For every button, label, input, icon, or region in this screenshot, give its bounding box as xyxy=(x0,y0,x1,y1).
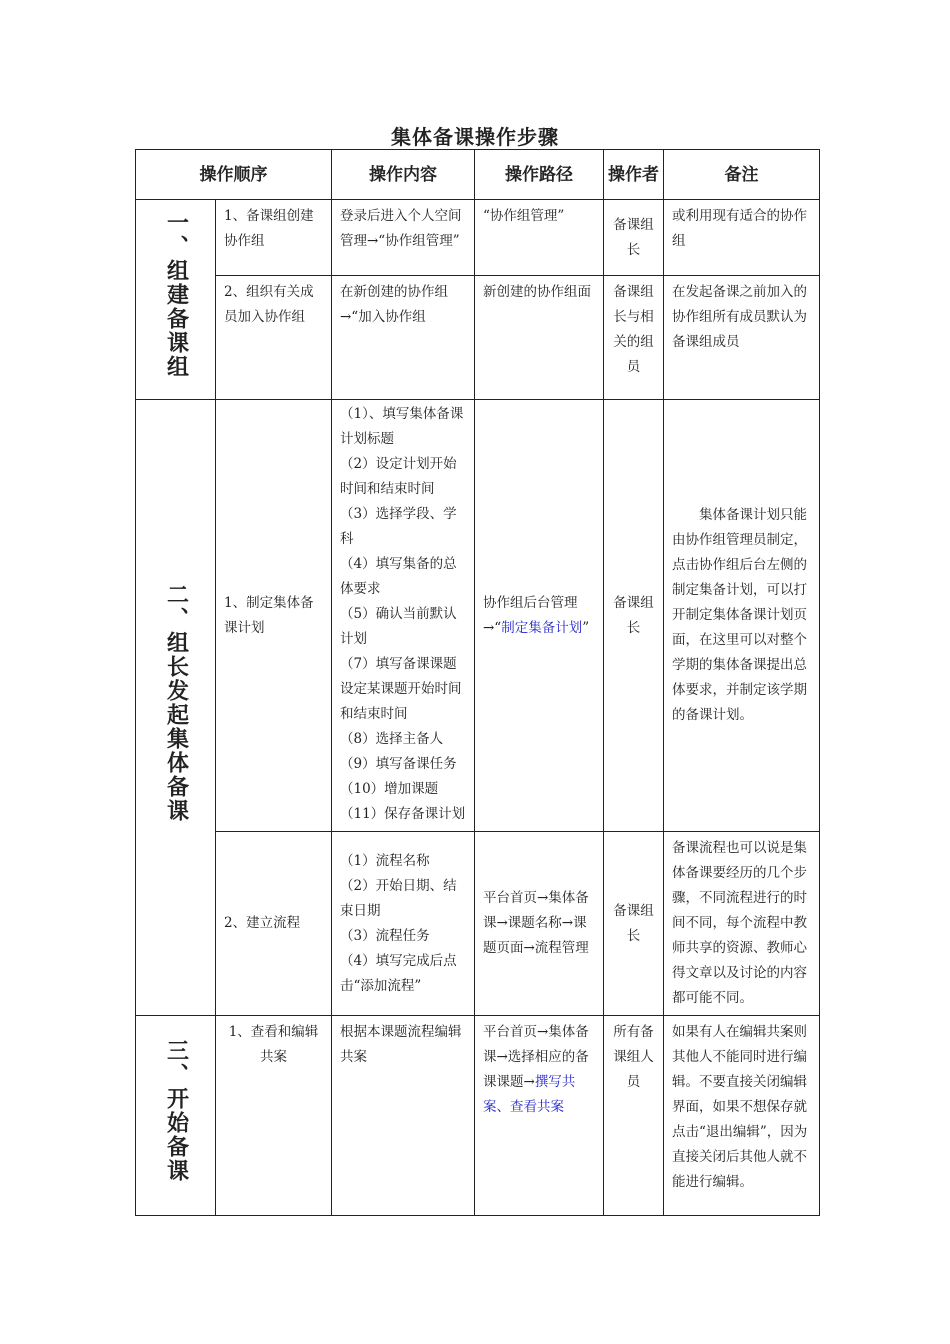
table-row xyxy=(136,832,820,1016)
operator-cell: 备课组长 xyxy=(604,832,664,1016)
stage-label: 二、组长发起集体备课 xyxy=(163,583,189,823)
table-row xyxy=(136,200,820,276)
path-cell xyxy=(475,400,604,832)
list-item: （10）增加课题 xyxy=(340,781,439,797)
operator-cell: 所有备课组人员 xyxy=(604,1016,664,1216)
step-cell: 1、制定集体备课计划 xyxy=(216,400,332,832)
list-item: （5）确认当前默认计划 xyxy=(340,606,457,647)
step-cell: 1、查看和编辑共案 xyxy=(216,1016,332,1216)
step-cell: 2、组织有关成员加入协作组 xyxy=(216,276,332,400)
header-content: 操作内容 xyxy=(332,150,475,200)
list-item: （11）保存备课计划 xyxy=(340,806,466,822)
step-cell: 1、备课组创建协作组 xyxy=(216,200,332,276)
list-item: （9）填写备课任务 xyxy=(340,756,457,772)
steps-table xyxy=(135,149,820,1216)
content-cell: 根据本课题流程编辑共案 xyxy=(332,1016,475,1216)
page-title: 集体备课操作步骤 xyxy=(391,125,559,149)
list-item: （1）、填写集体备课计划标题 xyxy=(340,406,464,447)
stage-label: 一、组建备课组 xyxy=(163,211,189,379)
note-cell: 在发起备课之前加入的协作组所有成员默认为备课组成员 xyxy=(664,276,820,400)
table-row xyxy=(136,400,820,832)
header-operator: 操作者 xyxy=(604,150,664,200)
path-link[interactable]: 制定集备计划 xyxy=(501,619,583,636)
list-item: （1）流程名称 xyxy=(340,852,430,869)
step-cell: 2、建立流程 xyxy=(216,832,332,1016)
note-cell: 或利用现有适合的协作组 xyxy=(664,200,820,276)
header-path: 操作路径 xyxy=(475,150,604,200)
operator-cell: 备课组长 xyxy=(604,400,664,832)
stage-cell xyxy=(136,400,216,1016)
table-row xyxy=(136,1016,820,1216)
content-cell xyxy=(332,400,475,832)
list-item: （2）开始日期、结束日期 xyxy=(340,877,457,919)
path-suffix: ” xyxy=(582,619,590,636)
stage-cell xyxy=(136,1016,216,1216)
path-cell: 平台首页→集体备课→课题名称→课题页面→流程管理 xyxy=(475,832,604,1016)
path-text: 平台首页→集体备课→选择相应的备课课题→ xyxy=(483,1024,589,1090)
note-cell: 集体备课计划只能由协作组管理员制定，点击协作组后台左侧的制定集备计划，可以打开制定集体备课计划页面，在这里可以对整个学期的集体备课提出总体要求，并制定该学期的备课计划。 xyxy=(664,400,820,832)
stage-cell xyxy=(136,200,216,400)
header-note: 备注 xyxy=(664,150,820,200)
content-cell xyxy=(332,832,475,1016)
list-item: （2）设定计划开始时间和结束时间 xyxy=(340,456,457,497)
note-cell: 如果有人在编辑共案则其他人不能同时进行编辑。不要直接关闭编辑界面，如果不想保存就点击“退出编辑”，因为直接关闭后其他人就不能进行编辑。 xyxy=(664,1016,820,1216)
list-item: （3）选择学段、学科 xyxy=(340,506,457,547)
path-cell: 新创建的协作组面 xyxy=(475,276,604,400)
path-text: 协作组后台管理→“ xyxy=(483,594,578,636)
list-item: （7）填写备课课题设定某课题开始时间和结束时间 xyxy=(340,656,462,722)
list-item: （4）填写完成后点击“添加流程” xyxy=(340,952,457,994)
path-cell xyxy=(475,1016,604,1216)
operator-cell: 备课组长与相关的组员 xyxy=(604,276,664,400)
note-cell: 备课流程也可以说是集体备课要经历的几个步骤，不同流程进行的时间不同，每个流程中教师共享的资源、教师心得文章以及讨论的内容都可能不同。 xyxy=(664,832,820,1016)
list-item: （4）填写集备的总体要求 xyxy=(340,556,457,597)
list-item: （8）选择主备人 xyxy=(340,731,444,747)
content-cell: 在新创建的协作组→“加入协作组 xyxy=(332,276,475,400)
table-row xyxy=(136,276,820,400)
header-row xyxy=(136,150,820,200)
list-item: （3）流程任务 xyxy=(340,927,430,944)
operator-cell: 备课组长 xyxy=(604,200,664,276)
path-link[interactable]: 撰写共案、查看共案 xyxy=(483,1074,576,1115)
header-order: 操作顺序 xyxy=(136,150,332,200)
path-cell: “协作组管理” xyxy=(475,200,604,276)
content-cell: 登录后进入个人空间管理→“协作组管理” xyxy=(332,200,475,276)
stage-label: 三、开始备课 xyxy=(163,1039,189,1183)
